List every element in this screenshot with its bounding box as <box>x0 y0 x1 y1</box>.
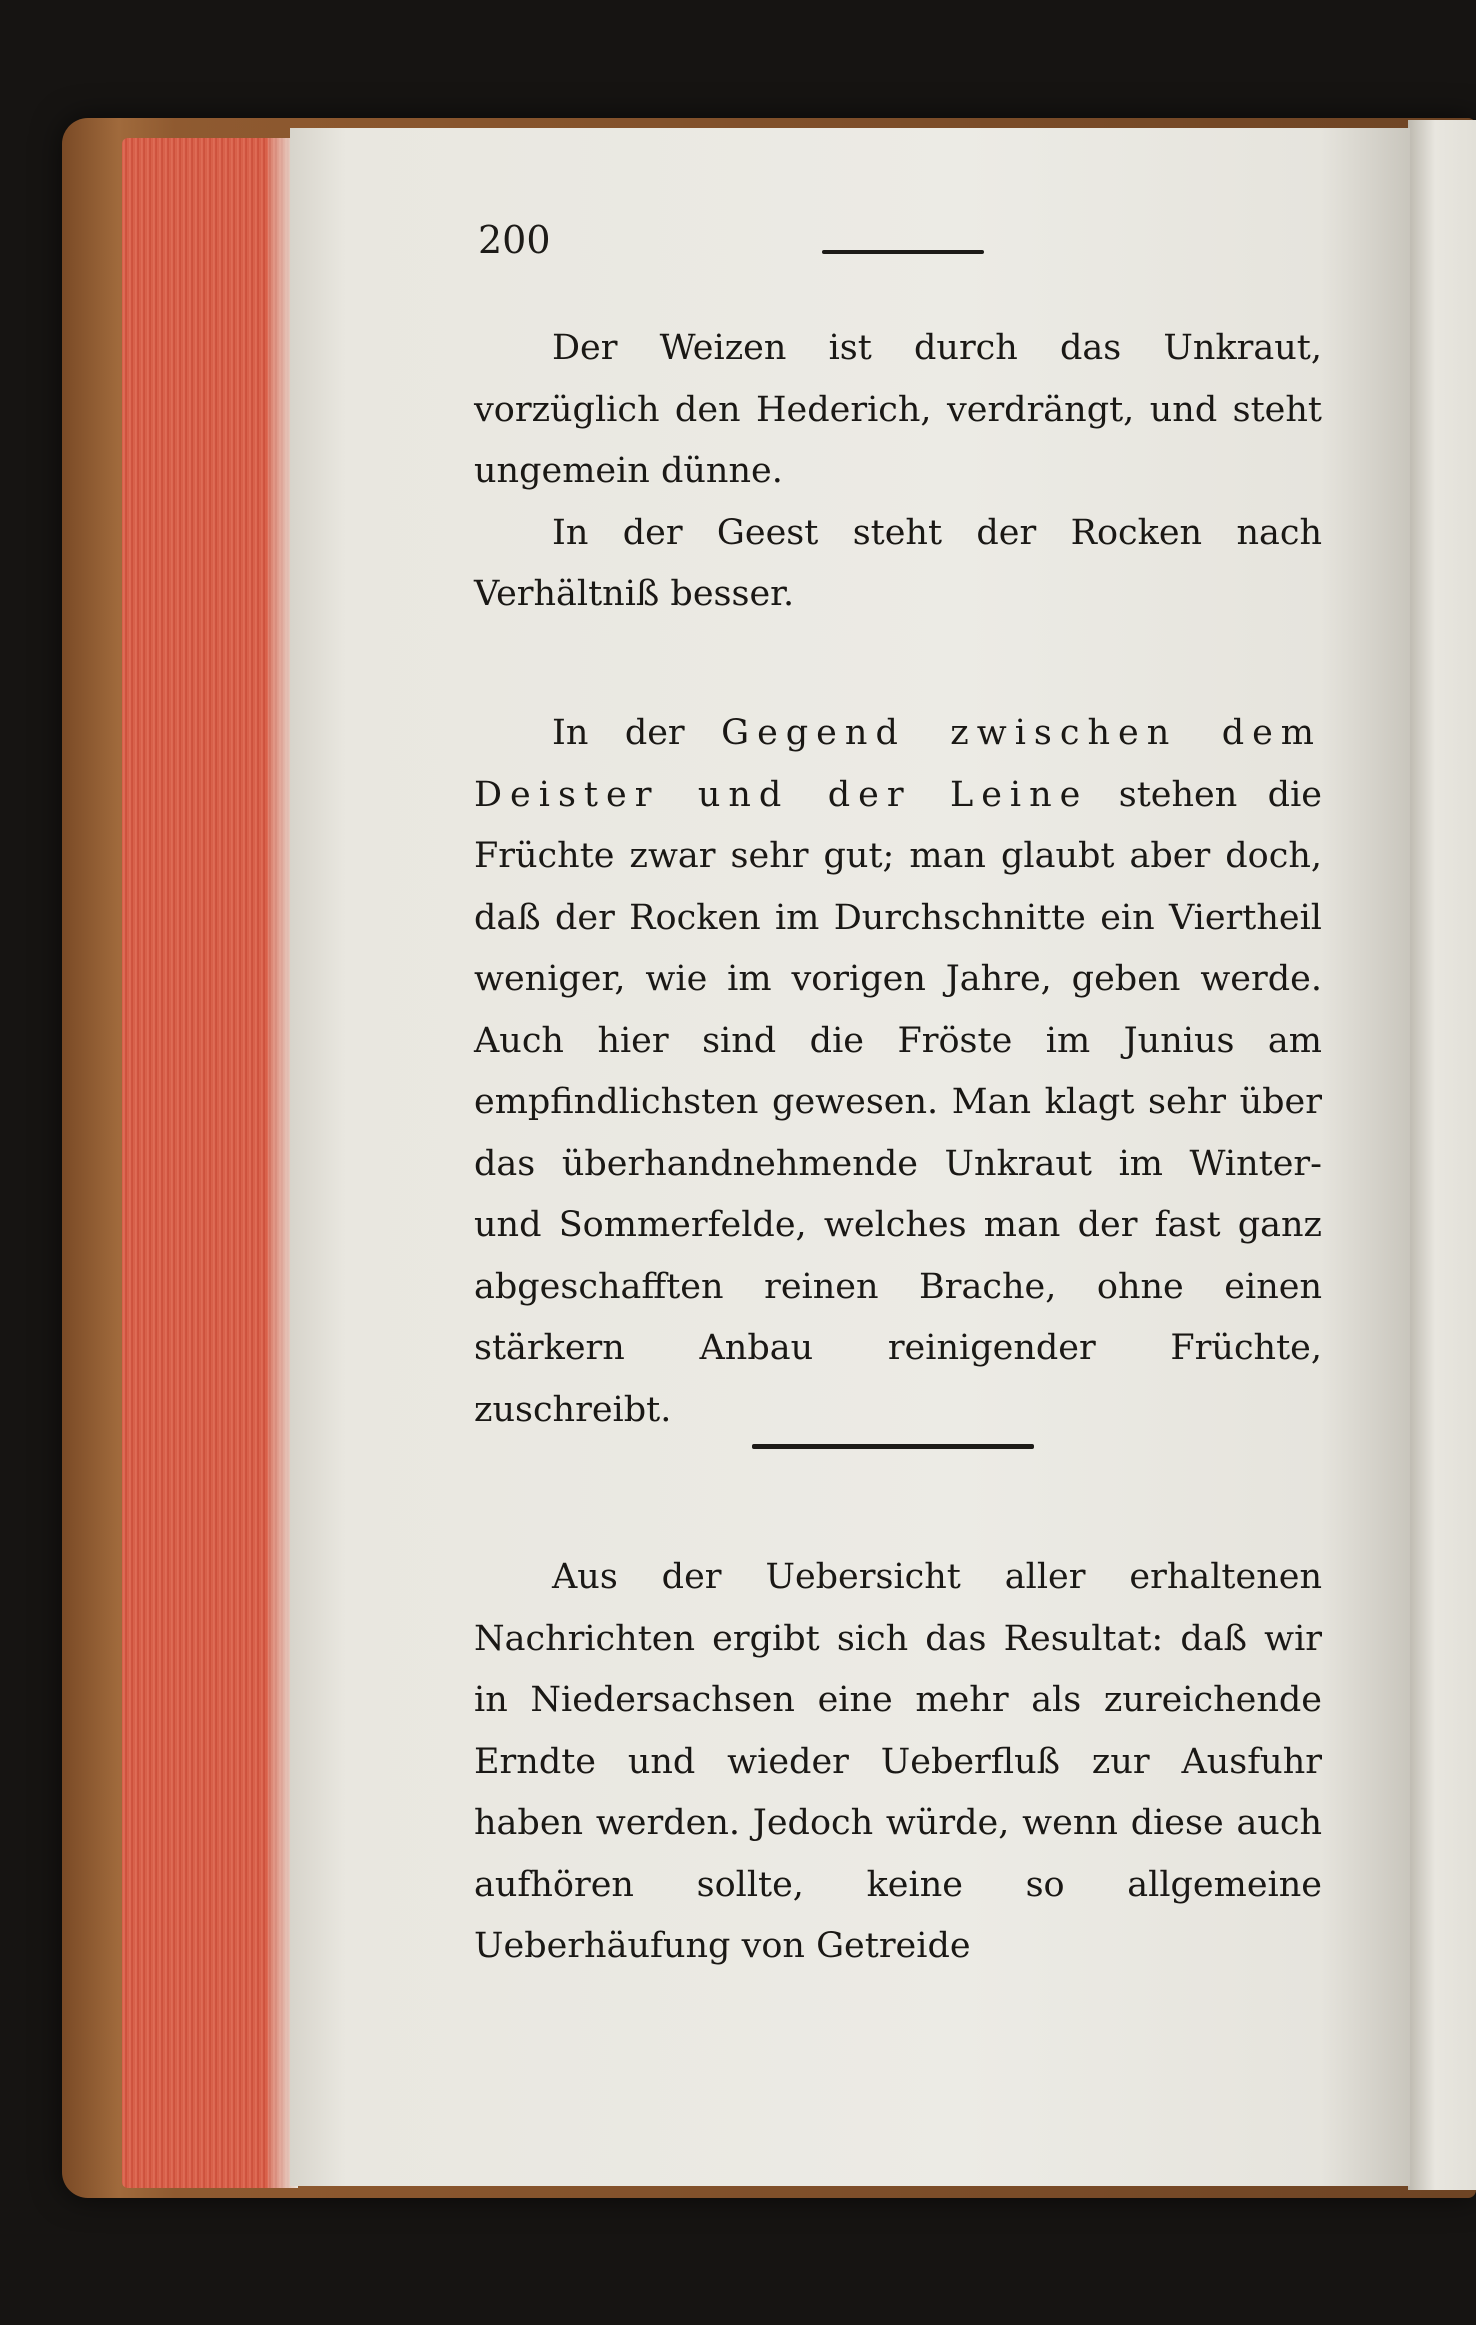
header-rule <box>822 250 984 254</box>
page-edges <box>122 138 298 2188</box>
paragraph-geest: In der Geest steht der Rocken nach Verhältniß besser. <box>474 512 1322 614</box>
emphasized-region: Gegend zwischen dem Deister und der Leine <box>474 713 1322 815</box>
section-divider <box>752 1444 1034 1449</box>
paragraph-lead: In der <box>552 713 722 753</box>
text-section-1 <box>474 318 1322 626</box>
text-section-2 <box>474 703 1322 1441</box>
facing-page-edge <box>1408 120 1476 2190</box>
paragraph-deister-leine <box>474 703 1322 1441</box>
paragraph-rest: stehen die Früchte zwar sehr gut; man glaubt aber doch, daß der Rocken im Durchschnitte ein Viertheil weniger, wie im vorigen Jahre, geben werde. Auch hier sind die Fröste im Junius am empfindlichsten gewesen. Man klagt sehr über das überhandnehmende Unkraut im Winter- und Sommerfelde, welches man der fast ganz abgeschafften reinen Brache, ohne einen stärkern Anbau reinigender Früchte, zuschreibt. <box>474 774 1322 1430</box>
running-header <box>478 218 998 268</box>
paragraph-uebersicht: Aus der Uebersicht aller erhaltenen Nachrichten ergibt sich das Resultat: daß wir in Niedersachsen eine mehr als zureichende Erndte und wieder Ueberfluß zur Ausfuhr haben werden. Jedoch würde, wenn diese auch aufhören sollte, keine so allgemeine Ueberhäufung von Getreide <box>474 1557 1322 1966</box>
text-section-3 <box>474 1547 1322 1978</box>
paragraph-weizen: Der Weizen ist durch das Unkraut, vorzüglich den Hederich, verdrängt, und steht ungemein dünne. <box>474 328 1322 491</box>
page-number: 200 <box>478 218 551 262</box>
